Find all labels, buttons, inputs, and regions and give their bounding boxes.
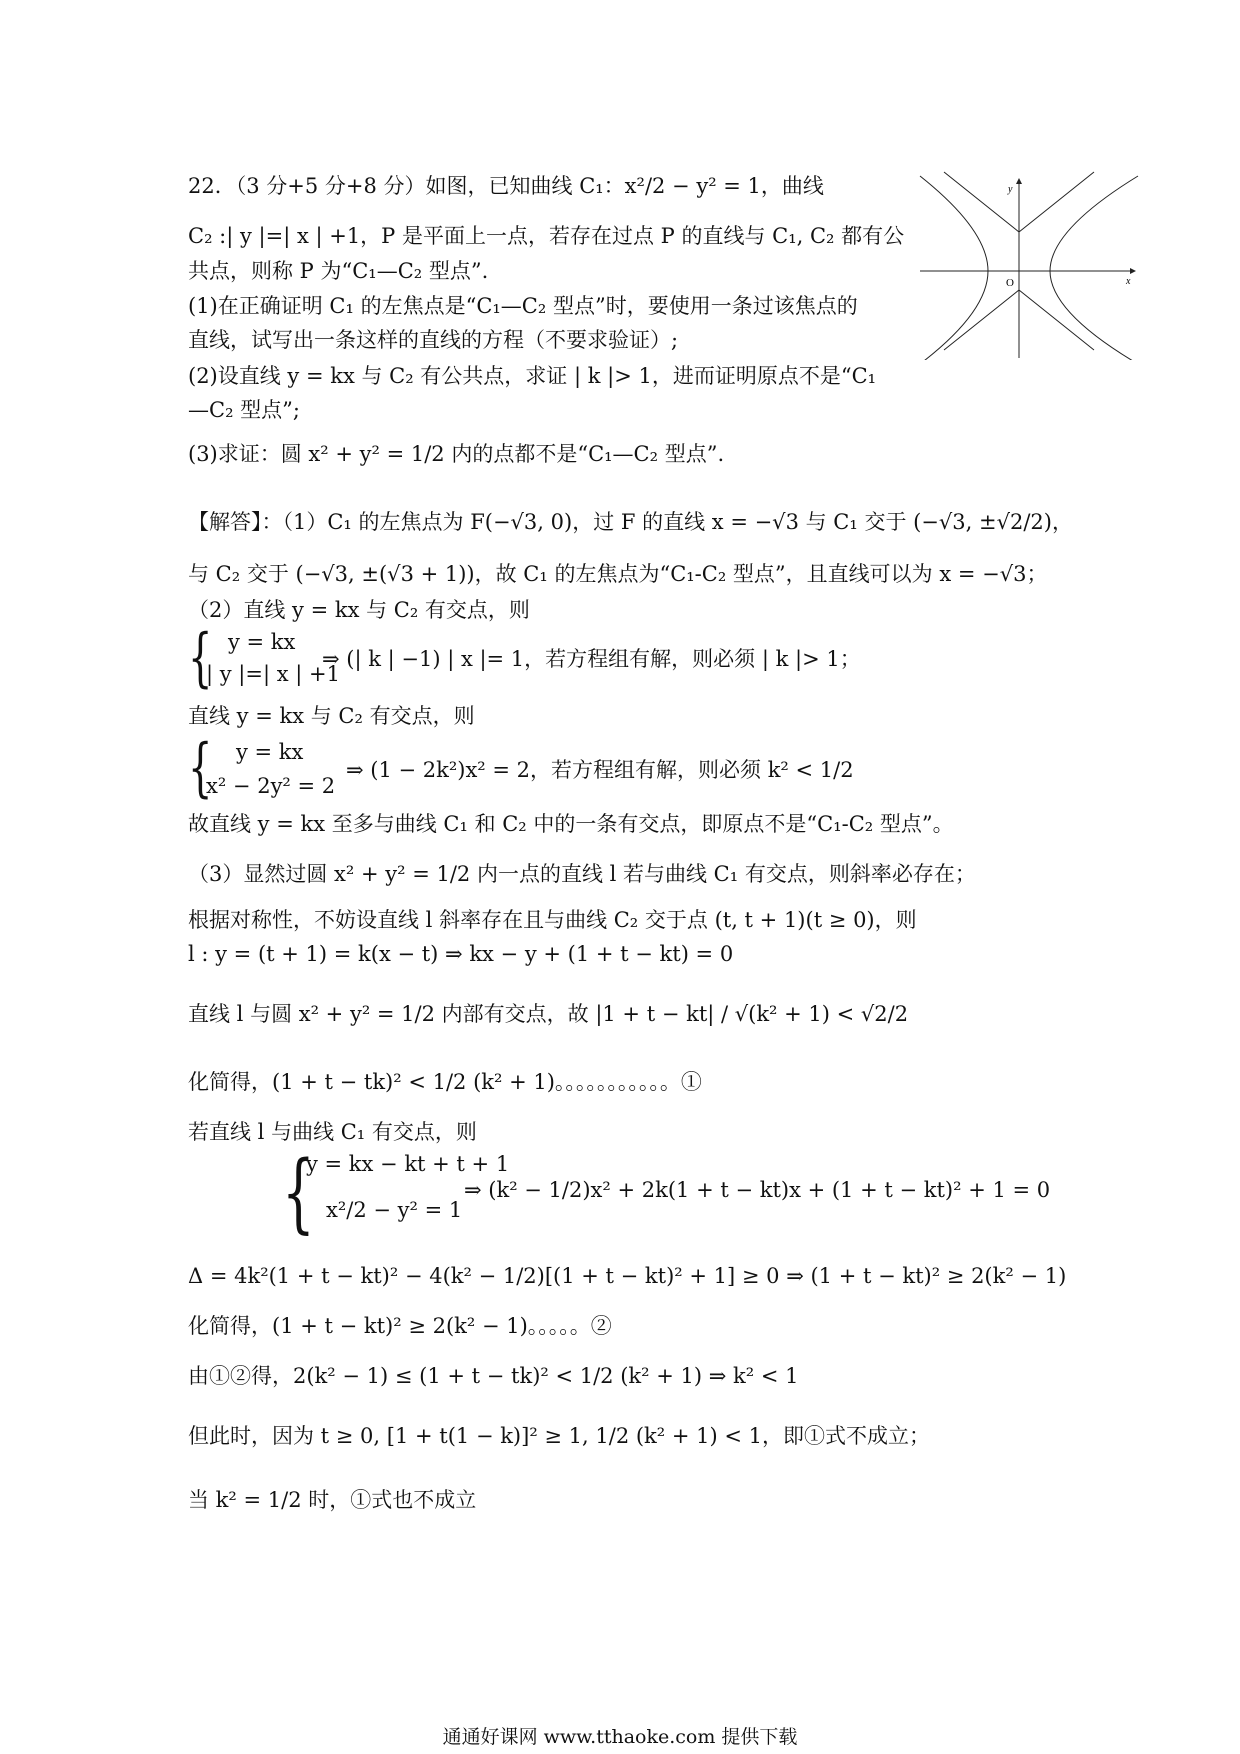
hyperbola-figure — [918, 170, 1140, 360]
y-axis-arrow — [1016, 178, 1022, 184]
system-2-eq-2: x² − 2y² = 2 — [206, 774, 336, 798]
problem-line-1: 22．（3 分+5 分+8 分）如图，已知曲线 C₁：x²/2 − y² = 1，曲线 — [188, 174, 824, 198]
solution-line-9: 根据对称性，不妨设直线 l 斜率存在且与曲线 C₂ 交于点 (t, t + 1)(t ≥ 0)，则 — [188, 908, 917, 932]
solution-line-16: 化简得，(1 + t − kt)² ≥ 2(k² − 1)。。。。。② — [188, 1314, 612, 1338]
system-1-eq-1: y = kx — [228, 630, 296, 654]
system-brace-2: { — [188, 731, 213, 805]
solution-line-2: 与 C₂ 交于 (−√3, ±(√3 + 1))，故 C₁ 的左焦点为“C₁-C₂ 型点”，且直线可以为 x = −√3； — [188, 562, 1048, 586]
solution-line-7: 故直线 y = kx 至多与曲线 C₁ 和 C₂ 中的一条有交点，即原点不是“C₁-C₂ 型点”。 — [188, 812, 954, 836]
solution-line-1: 【解答】：（1）C₁ 的左焦点为 F(−√3, 0)，过 F 的直线 x = −√3 与 C₁ 交于 (−√3, ±√2/2)， — [188, 510, 1073, 534]
problem-line-2: C₂ :| y |=| x | +1，P 是平面上一点，若存在过点 P 的直线与 C₁, C₂ 都有公 — [188, 224, 905, 248]
problem-line-3: 共点，则称 P 为“C₁—C₂ 型点”. — [188, 259, 489, 283]
system-2-eq-1: y = kx — [236, 740, 304, 764]
origin-label: O — [1006, 277, 1014, 289]
solution-line-13: 若直线 l 与曲线 C₁ 有交点，则 — [188, 1120, 477, 1144]
solution-line-12: 化简得，(1 + t − tk)² < 1/2 (k² + 1)。。。。。。。。。。。① — [188, 1070, 702, 1094]
solution-line-5: 直线 y = kx 与 C₂ 有交点，则 — [188, 704, 475, 728]
system-1-eq-2: | y |=| x | +1 — [206, 662, 340, 686]
x-axis-label: x — [1126, 276, 1131, 287]
solution-line-18: 但此时，因为 t ≥ 0, [1 + t(1 − k)]² ≥ 1, 1/2 (k² + 1) < 1，即①式不成立； — [188, 1424, 931, 1448]
problem-line-4: (1)在正确证明 C₁ 的左焦点是“C₁—C₂ 型点”时，要使用一条过该焦点的 — [188, 294, 858, 318]
system-3-eq-1: y = kx − kt + t + 1 — [306, 1152, 510, 1176]
c1-left-branch — [920, 176, 988, 360]
solution-line-19: 当 k² = 1/2 时，①式也不成立 — [188, 1488, 477, 1512]
solution-line-3: （2）直线 y = kx 与 C₂ 有交点，则 — [188, 598, 530, 622]
system-brace-1: { — [188, 621, 213, 695]
problem-line-8: (3)求证：圆 x² + y² = 1/2 内的点都不是“C₁—C₂ 型点”. — [188, 442, 725, 466]
problem-line-6: (2)设直线 y = kx 与 C₂ 有公共点，求证 | k |> 1，进而证明原点不是“C₁ — [188, 364, 877, 388]
solution-line-8: （3）显然过圆 x² + y² = 1/2 内一点的直线 l 若与曲线 C₁ 有交点，则斜率必存在； — [188, 862, 976, 886]
solution-line-11: 直线 l 与圆 x² + y² = 1/2 内部有交点，故 |1 + t − kt| / √(k² + 1) < √2/2 — [188, 1002, 909, 1026]
system-2-result: ⇒ (1 − 2k²)x² = 2，若方程组有解，则必须 k² < 1/2 — [346, 758, 854, 782]
system-3-result: ⇒ (k² − 1/2)x² + 2k(1 + t − kt)x + (1 + t − kt)² + 1 = 0 — [464, 1178, 1051, 1202]
y-axis-label: y — [1008, 184, 1013, 195]
system-brace-3: { — [282, 1143, 315, 1243]
problem-line-7: —C₂ 型点”; — [188, 398, 300, 422]
system-1-result: ⇒ (| k | −1) | x |= 1，若方程组有解，则必须 | k |> 1； — [322, 647, 861, 671]
footer-credit: 通通好课网 www.tthaoke.com 提供下载 — [442, 1726, 798, 1748]
problem-line-5: 直线，试写出一条这样的直线的方程（不要求验证）; — [188, 328, 679, 352]
solution-line-10: l : y = (t + 1) = k(x − t) ⇒ kx − y + (1 + t − kt) = 0 — [188, 942, 734, 966]
solution-line-15: Δ = 4k²(1 + t − kt)² − 4(k² − 1/2)[(1 + t − kt)² + 1] ≥ 0 ⇒ (1 + t − kt)² ≥ 2(k² − 1) — [188, 1264, 1067, 1288]
x-axis-arrow — [1130, 268, 1136, 274]
c1-right-branch — [1050, 176, 1138, 360]
system-3-eq-2: x²/2 − y² = 1 — [326, 1198, 463, 1222]
solution-line-17: 由①②得，2(k² − 1) ≤ (1 + t − tk)² < 1/2 (k² + 1) ⇒ k² < 1 — [188, 1364, 799, 1388]
